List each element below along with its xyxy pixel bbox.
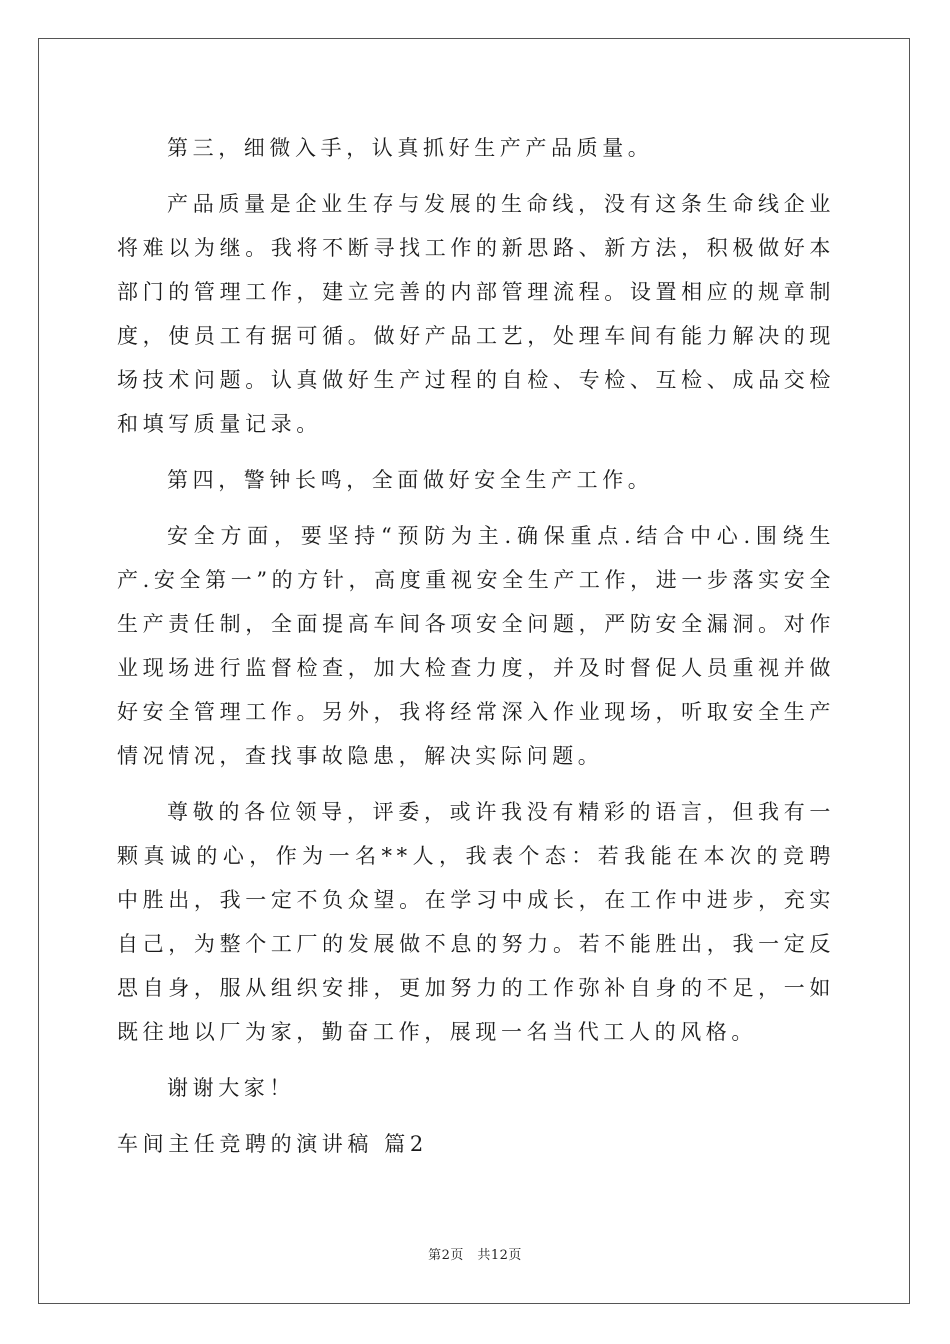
next-article-title: 车间主任竞聘的演讲稿 篇2 — [117, 1132, 428, 1156]
paragraph-thanks: 谢谢大家！ — [167, 1076, 295, 1100]
paragraph-section-three-heading: 第三，细微入手，认真抓好生产产品质量。 — [167, 136, 654, 160]
paragraph-section-four-heading: 第四，警钟长鸣，全面做好安全生产工作。 — [167, 468, 654, 492]
paragraph-closing-pledge: 尊敬的各位领导，评委，或许我没有精彩的语言，但我有一颗真诚的心，作为一名**人，我表个态：若我能在本次的竞聘中胜出，我一定不负众望。在学习中成长，在工作中进步，充实自己，为整个工厂的发展做不息的努力。若不能胜出，我一定反思自身，服从组织安排，更加努力的工作弥补自身的不足，一如既往地以厂为家，勤奋工作，展现一名当代工人的风格。 — [117, 800, 835, 1044]
paragraph-quality: 产品质量是企业生存与发展的生命线，没有这条生命线企业将难以为继。我将不断寻找工作的新思路、新方法，积极做好本部门的管理工作，建立完善的内部管理流程。设置相应的规章制度，使员工有据可循。做好产品工艺，处理车间有能力解决的现场技术问题。认真做好生产过程的自检、专检、互检、成品交检和填写质量记录。 — [117, 192, 835, 436]
paragraph-safety: 安全方面，要坚持“预防为主.确保重点.结合中心.围绕生产.安全第一”的方针，高度重视安全生产工作，进一步落实安全生产责任制，全面提高车间各项安全问题，严防安全漏洞。对作业现场进行监督检查，加大检查力度，并及时督促人员重视并做好安全管理工作。另外，我将经常深入作业现场，听取安全生产情况情况，查找事故隐患，解决实际问题。 — [117, 524, 835, 768]
document-body — [117, 126, 835, 1178]
page-number-footer: 第2页 共12页 — [428, 1248, 522, 1263]
